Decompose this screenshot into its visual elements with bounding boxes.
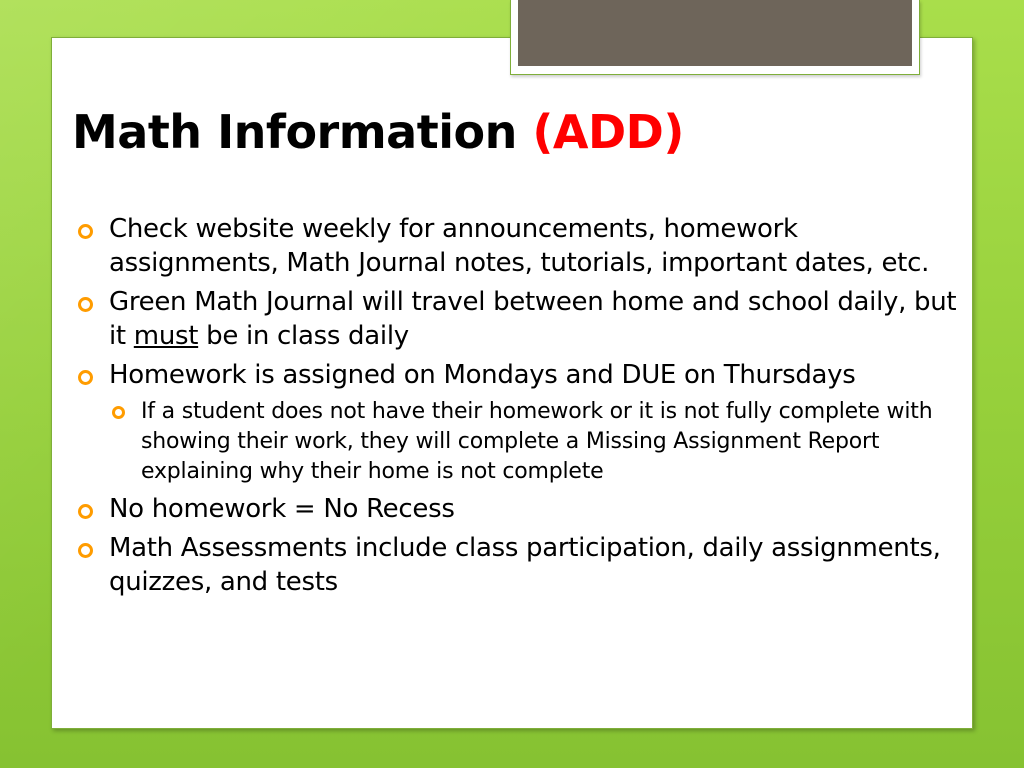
bullet-text: If a student does not have their homework or it is not fully complete with showing their work, they will complete a Missing Assignment Report explaining why their home is not complete [141, 399, 933, 484]
bullet-text: Check website weekly for announcements, homework assignments, Math Journal notes, tutorials, important dates, etc. [109, 214, 930, 278]
bullet-text-after: be in class daily [198, 321, 409, 351]
ring-bullet-icon [78, 297, 93, 312]
ring-bullet-icon [78, 504, 93, 519]
sub-bullet-item-missing-assignment [112, 397, 958, 487]
title-main: Math Information [72, 105, 533, 159]
accent-bar [518, 0, 912, 66]
bullet-item-homework [78, 358, 958, 392]
bullet-item-recess [78, 492, 958, 526]
bullet-item-assessments [78, 531, 958, 599]
ring-bullet-icon [78, 543, 93, 558]
title-accent: (ADD) [532, 105, 684, 159]
bullet-emphasis: must [133, 321, 199, 351]
slide-title [72, 100, 684, 164]
bullet-text: Math Assessments include class participation, daily assignments, quizzes, and tests [109, 533, 941, 597]
ring-bullet-icon [78, 370, 93, 385]
bullet-text: No homework = No Recess [109, 494, 455, 524]
bullet-text-before: Green Math Journal will travel between home and school daily, but it [109, 287, 957, 351]
ring-bullet-icon [112, 406, 125, 419]
bullet-item-website [78, 212, 958, 280]
bullet-list [78, 212, 958, 604]
ring-bullet-icon [78, 224, 93, 239]
bullet-text: Homework is assigned on Mondays and DUE on Thursdays [109, 360, 856, 390]
bullet-item-journal [78, 285, 958, 353]
